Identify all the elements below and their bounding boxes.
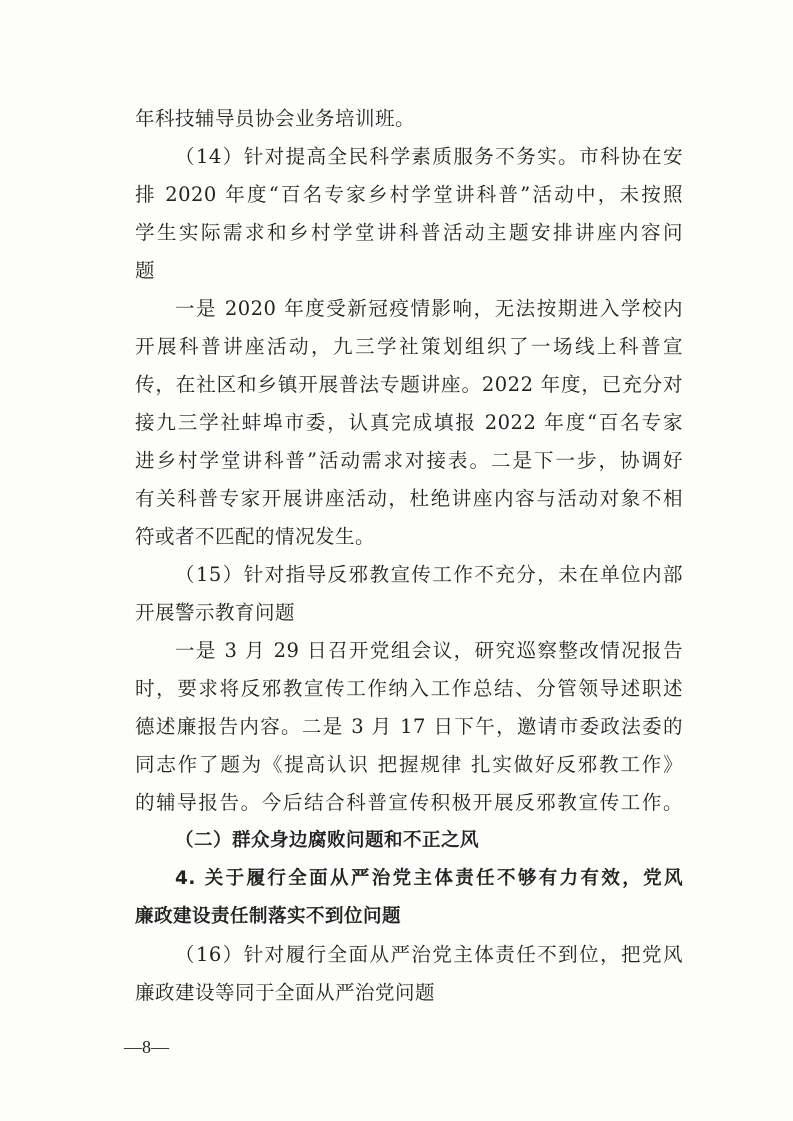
text-line: 开展科普讲座活动，九三学社策划组织了一场线上科普宣 — [135, 335, 683, 358]
text-line: 一是 3 月 29 日召开党组会议，研究巡察整改情况报告 — [175, 639, 683, 662]
text-line: 年科技辅导员协会业务培训班。 — [135, 107, 416, 130]
text-line: 时，要求将反邪教宣传工作纳入工作总结、分管领导述职述 — [135, 677, 683, 700]
page-number: —8— — [124, 1037, 169, 1057]
text-line: （15）针对指导反邪教宣传工作不充分，未在单位内部 — [175, 563, 683, 586]
text-line: 开展警示教育问题 — [135, 601, 296, 624]
subsection-heading: 廉政建设责任制落实不到位问题 — [135, 906, 402, 927]
text-line: 廉政建设等同于全面从严治党问题 — [135, 981, 436, 1004]
text-line: 符或者不匹配的情况发生。 — [135, 525, 376, 548]
document-body — [135, 100, 683, 1012]
text-line: 排 2020 年度“百名专家乡村学堂讲科普”活动中，未按照 — [135, 183, 683, 206]
text-line: 进乡村学堂讲科普”活动需求对接表。二是下一步，协调好 — [135, 449, 683, 472]
text-line: 一是 2020 年度受新冠疫情影响，无法按期进入学校内 — [175, 297, 683, 320]
text-line: 学生实际需求和乡村学堂讲科普活动主题安排讲座内容问 — [135, 221, 683, 244]
section-heading: （二）群众身边腐败问题和不正之风 — [175, 830, 480, 851]
text-line: （16）针对履行全面从严治党主体责任不到位，把党风 — [175, 943, 683, 966]
text-line: 接九三学社蚌埠市委，认真完成填报 2022 年度“百名专家 — [135, 411, 683, 434]
text-line: 同志作了题为《提高认识 把握规律 扎实做好反邪教工作》 — [135, 753, 683, 776]
text-line: 的辅导报告。今后结合科普宣传积极开展反邪教宣传工作。 — [135, 791, 683, 814]
subsection-heading: 4. 关于履行全面从严治党主体责任不够有力有效，党风 — [175, 868, 683, 889]
text-line: 德述廉报告内容。二是 3 月 17 日下午，邀请市委政法委的 — [135, 715, 683, 738]
text-line: 有关科普专家开展讲座活动，杜绝讲座内容与活动对象不相 — [135, 487, 683, 510]
text-line: 题 — [135, 259, 156, 282]
text-line: 传，在社区和乡镇开展普法专题讲座。2022 年度，已充分对 — [135, 373, 683, 396]
text-line: （14）针对提高全民科学素质服务不务实。市科协在安 — [175, 145, 683, 168]
